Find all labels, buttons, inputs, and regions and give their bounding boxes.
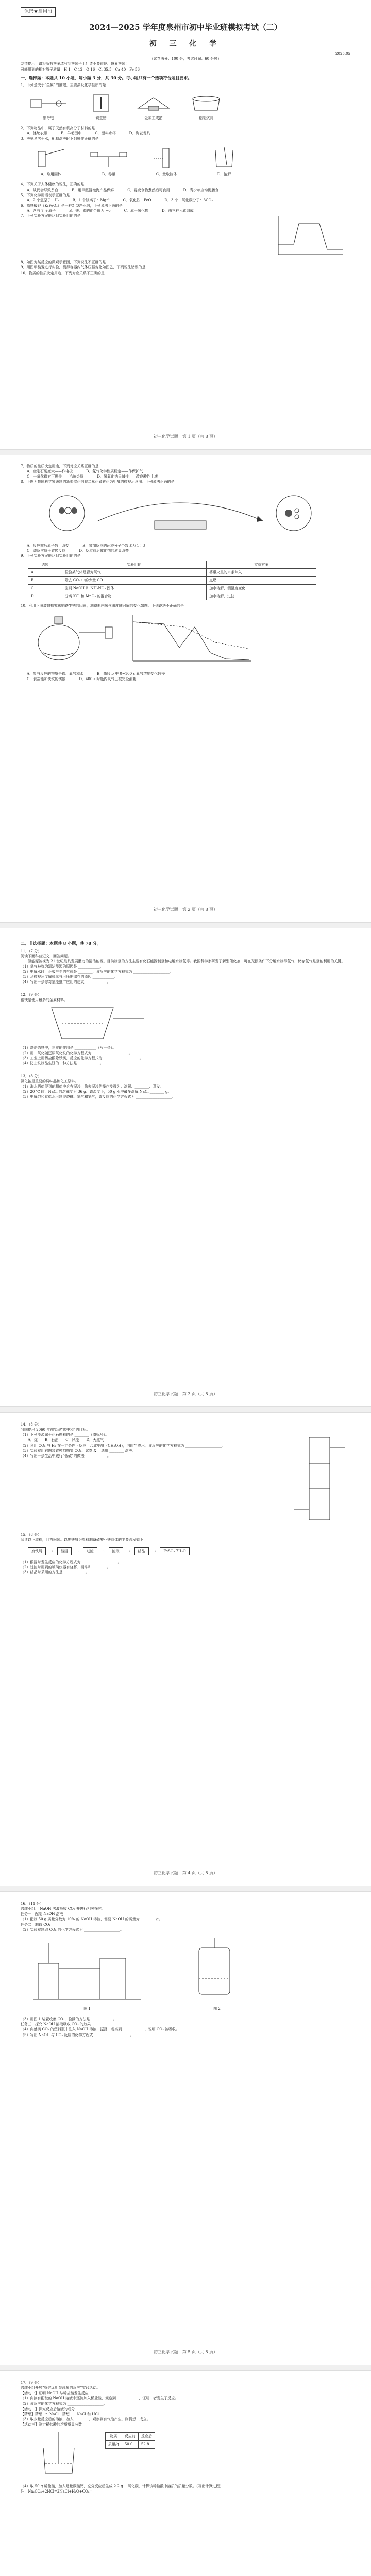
exam-notice: 友情提示：请将所有答案填写到答题卡上！请不要错位、越界答题！ [21, 62, 129, 66]
options: A．2 个氢原子：H₂ B．1 个镁离子：Mg⁺² C．氧化铁：FeO D．3 个二氧化碳分子：3CO₂ [27, 198, 213, 202]
question-text: 兴趣小组开展“探究无明显现象的反应”实践活动。 [21, 2386, 100, 2391]
sub-question: （5）写出 NaOH 与 CO₂ 反应的化学方程式 ____________________。 [21, 2032, 134, 2037]
page-divider [0, 1406, 371, 1413]
options: A．涤纶衣服 B．羊毛围巾 C．塑料水杯 D．陶瓷餐具 [27, 131, 150, 135]
sub-question: （3）用图 1 装置收集 CO₂，验满的方法是 ____________。 [21, 2017, 116, 2022]
figure-gas-generation: 图 1 [28, 1938, 146, 2011]
options: A．参与反应的物质是铁、氧气和水 B．曲线 b 中 0~100 s 氧气浓度变化较慢 [27, 671, 165, 676]
sub-question: （3）实验室用右图装置模拟捕集 CO₂，试剂 X 可选用 ________ 溶液。 [21, 1448, 136, 1453]
table-row: 质量/g 50.0 52.8 [106, 2441, 155, 2448]
sub-question: （1）海水晒盐得到的粗盐中含有泥沙，除去泥沙的操作步骤为：溶解、________、蒸发。 [21, 1084, 164, 1089]
page-footer: 初三化学试题 第 5 页（共 8 页） [153, 2350, 218, 2354]
question-number: 16．（11 分） [21, 1902, 44, 1906]
sub-question: 【猜想】猜想一：NaCl 猜想二：NaCl 和 HCl [21, 2412, 99, 2416]
sub-question: （1）氢气被称为清洁能源的原因是 ____________。 [21, 964, 104, 969]
page-divider [0, 449, 371, 455]
sub-question: （3）电解饱和食盐水可制得烧碱、氢气和氯气，该反应的化学方程式为 ____________________。 [21, 1095, 176, 1099]
arrow-right-icon: → [75, 1549, 79, 1553]
section-heading: 二、非选择题：本题共 8 小题，共 70 分。 [21, 941, 101, 946]
arrow-right-icon: → [153, 1549, 156, 1553]
mass-data-table [105, 2432, 155, 2448]
figure-beaker: D．溶解 [201, 146, 247, 177]
question-text: 7．物质的性质决定用途，下列对应关系正确的是 [21, 464, 99, 468]
figure-take-solid: A．取用固体 [28, 146, 74, 177]
page-footer: 初三化学试题 第 4 页（共 8 页） [153, 1871, 218, 1875]
sub-question: 任务三 探究 NaOH 溶液吸收 CO₂ 的效果 [21, 2022, 91, 2027]
sub-question: A．煤 B．石油 C．风能 D．天然气 [21, 1438, 104, 1443]
question-text: 10．物质的性质决定用途，下列对应关系不正确的是 [21, 270, 105, 275]
sub-question: 任务二 制取 CO₂ [21, 1922, 51, 1927]
flow-step: 酸浸 [57, 1547, 72, 1555]
options: C．该反应属于置换反应 D．反应前后催化剂的质量改变 [27, 548, 129, 553]
page-divider [0, 1886, 371, 1892]
question-text: 2．下列物品中，属于天然有机高分子材料的是 [21, 126, 95, 130]
exam-page-1 [21, 7, 350, 276]
table-row: A 检验某气体是否为氧气 将带火星的木条伸入 [28, 569, 316, 577]
figure-copper-wire: 铜导电 [28, 93, 69, 120]
sub-question: （2）20 ℃ 时，NaCl 的溶解度为 36 g。该温度下，50 g 水中最多溶解 NaCl ________ g。 [21, 1089, 172, 1094]
page-divider [0, 2365, 371, 2371]
exam-page-4 [21, 1422, 350, 1575]
confidential-tag: 保密★启用前 [21, 7, 56, 17]
flow-step: 过滤 [83, 1547, 97, 1555]
options: A．含有 7 个原子 B．铁元素的化合价为 +6 C．属于氧化物 D．由三种元素组成 [27, 209, 194, 213]
sub-question: （3）结晶时采用的方法是 ____________。 [21, 1570, 89, 1574]
options: C．食盐能加快铁的锈蚀 D．400 s 时瓶内氧气已被完全消耗 [27, 677, 137, 682]
exam-title: 2024—2025 学年度泉州市初中毕业班模拟考试（二） [89, 23, 282, 32]
question-text: 10．利用下图装置探究影响铁生锈的因素，测得瓶内氧气浓度随时间的变化如图。下列说法不正确的是 [21, 603, 184, 608]
molecular-reaction-diagram [21, 485, 340, 541]
question-text: 我国提出 2060 年前实现“碳中和”的目标。 [21, 1428, 90, 1432]
q14-block [21, 1432, 350, 1525]
exam-page-2 [21, 464, 350, 682]
page-footer: 初三化学试题 第 2 页（共 8 页） [153, 907, 218, 912]
question-number: 11．（7 分） [21, 948, 42, 953]
experiment-table [28, 561, 316, 600]
question-number: 17．（9 分） [21, 2381, 42, 2385]
q7-graph-area [21, 213, 350, 260]
question-text: 5．下列化学用语表示正确的是 [21, 193, 70, 197]
question-text: 7．下列实验方案能达到实验目的的是 [21, 214, 81, 218]
sub-question: （3）从微观角度解释氢气可压缩储存的原因 ____________。 [21, 975, 118, 979]
subject-title: 初 三 化 学 [149, 39, 222, 48]
sub-question: （1）酸浸时发生反应的化学方程式为 ____________________。 [21, 1560, 122, 1564]
figure-titration-setup [28, 2432, 90, 2479]
options: C．一氧化碳有可燃性——冶炼金属 D．氢氧化钠呈碱性——改良酸性土壤 [27, 474, 158, 479]
exam-page-6 [21, 2380, 350, 2495]
figure-balance: B．称量 [86, 146, 132, 177]
co2-capture-column-diagram [289, 1432, 350, 1525]
sub-question: （3）取少量反应后的溶液，加入 ________，观察到有气泡产生，则猜想二成立。 [21, 2417, 150, 2421]
process-flow [28, 1547, 350, 1555]
table-row: C 鉴别 NaOH 和 NH₄NO₃ 固体 加水溶解，测温度变化 [28, 584, 316, 592]
question-text: 3．液氨易溶于水，配制溶液时下列操作正确的是 [21, 136, 99, 141]
sub-question: （4）向盛满 CO₂ 的塑料瓶中注入 NaOH 溶液，振荡，观察到 ____________，说明 CO₂ 被吸收。 [21, 2027, 179, 2032]
oxygen-concentration-graph [123, 612, 257, 668]
q14-text-column [21, 1432, 278, 1525]
figure-cylinder: C．量取液体 [143, 146, 190, 177]
sub-question: （1）高炉炼铁中，焦炭的作用是 ____________（写一条）。 [21, 1046, 116, 1050]
question-number: 12．（9 分） [21, 992, 42, 997]
sub-question: （1）下列能源属于化石燃料的是 ________（填标号）。 [21, 1433, 109, 1437]
question-text: 阅读以下流程，回答问题。以废铁屑为原料制备硫酸亚铁晶体的主要流程如下： [21, 1538, 147, 1543]
equation-note: 注：Na₂CO₃+2HCl=2NaCl+H₂O+CO₂↑ [21, 2489, 93, 2494]
question-text: 9．下列实验方案能达到实验目的的是 [21, 553, 81, 558]
sub-question: 【活动一】证明 NaOH 与稀盐酸发生反应 [21, 2391, 89, 2396]
figure-absorption: 图 2 [158, 1938, 276, 2011]
question-text: 6．高铁酸钾（K₂FeO₄）是一种新型净水剂，下列说法正确的是 [21, 203, 123, 208]
exam-page-3 [21, 938, 350, 1099]
question-text: 氯化钠是重要的调味品和化工原料。 [21, 1079, 78, 1083]
exam-page-5 [21, 1901, 350, 2038]
sub-question: （2）该反应的化学方程式为 ____________________。 [21, 2401, 107, 2406]
table-header-row: 选项 实验目的 实验方案 [28, 561, 316, 569]
options: A．金刚石硬度大——作电极 B．氮气化学性质稳定——作保护气 [27, 469, 143, 474]
table-header-row: 物质 反应前 反应后 [106, 2433, 155, 2441]
sub-question: （4）写出一条生活中践行“低碳”的做法 ____________。 [21, 1453, 111, 1458]
pressure-graph [268, 213, 345, 259]
q10-figures [28, 612, 350, 668]
sub-question: （1）配制 50 g 质量分数为 10% 的 NaOH 溶液，需要 NaOH 的质量为 ________ g。 [21, 1917, 162, 1922]
figure-gold-foil: 金加工成箔 [133, 93, 174, 120]
sub-question: （2）过滤时用到的玻璃仪器有烧杯、漏斗和 ________。 [21, 1565, 111, 1569]
q1-figures [28, 91, 350, 122]
exam-info: （试卷满分：100 分；考试时间：60 分钟） [149, 57, 222, 61]
page-footer: 初三化学试题 第 1 页（共 8 页） [153, 434, 218, 439]
table-row: D 分离 KCl 和 MnO₂ 的混合物 加水溶解、过滤 [28, 592, 316, 600]
question-text: 4．下列关于人体健康的说法，正确的是 [21, 182, 85, 187]
arrow-right-icon: → [50, 1549, 53, 1553]
sub-question: （4）取 50 g 稀盐酸，加入足量碳酸钙，充分反应后生成 2.2 g 二氧化碳，计算该稀盐酸中溶质的质量分数。（写出计算过程） [21, 2484, 224, 2489]
sub-question: （1）向滴有酚酞的 NaOH 溶液中逐滴加入稀盐酸，观察到 ____________，证明二者发生了反应。 [21, 2396, 179, 2401]
question-text: 钢铁是使用最多的金属材料。 [21, 997, 68, 1002]
rust-apparatus-diagram [28, 612, 115, 668]
question-text: 8．下图为我国科学家研制的新型催化剂将二氧化碳转化为甲醇的微观示意图。下列说法正确的是 [21, 480, 175, 484]
options: A．缺钙会导致贫血 B．用甲醛浸泡海产品保鲜 C．霉变食物煮熟后可食用 D．青少年应均衡膳食 [27, 188, 219, 192]
question-number: 15．（8 分） [21, 1533, 42, 1537]
question-text: 1．下列是关于“金属”的描述，主要涉及化学性质的是 [21, 83, 106, 88]
table-row: B 除去 CO₂ 中的少量 CO 点燃 [28, 577, 316, 584]
flow-step: 滤液 [109, 1547, 123, 1555]
sub-question: （2）利用 CO₂ 与 H₂ 在一定条件下反应可合成甲醇（CH₃OH），同时生成水，该反应的化学方程式为 ____________________。 [21, 1443, 225, 1448]
flow-step: FeSO₄·7H₂O [160, 1547, 189, 1555]
exam-date: 2025.05 [335, 52, 350, 56]
sub-question: （2）电解水时，正极产生的气体是 ________，该反应的化学方程式为 ____________________。 [21, 970, 173, 974]
question-text: 8．如图为某反应的微观示意图，下列说法不正确的是 [21, 260, 106, 265]
sub-question: （2）用一氧化碳还原氧化铁的化学方程式为 ____________________。 [21, 1051, 132, 1056]
question-number: 14．（8 分） [21, 1422, 42, 1427]
question-text: 阅读下面科普短文，回答问题。 [21, 954, 71, 958]
blast-furnace-diagram [31, 1003, 155, 1044]
sub-question: （3）工业上用稀盐酸除铁锈，反应的化学方程式为 ____________________。 [21, 1056, 143, 1061]
reading-passage: 氢能源被视为 21 世纪最具发展潜力的清洁能源。目前制氢的方法主要有化石能源制氢和电解水制氢等。我国科学家研发了新型催化剂，可在光照条件下分解水制得氢气，储存氢气是氢能利用的关键。 [28, 959, 345, 963]
arrow-right-icon: → [127, 1549, 130, 1553]
q17-figure-block [28, 2432, 350, 2479]
sub-question: （2）实验室制取 CO₂ 的化学方程式为 ____________________。 [21, 1927, 124, 1932]
atomic-masses: 可能用到的相对原子质量：H 1 C 12 O 16 Cl 35.5 Ca 40 Fe 56 [21, 67, 140, 72]
question-number: 13．（8 分） [21, 1074, 42, 1078]
page-divider [0, 922, 371, 928]
sub-question: （4）防止铁制品生锈的一种方法是 ____________。 [21, 1061, 104, 1066]
sub-question: （4）写出一条你对氢能推广应用的建议 ____________。 [21, 980, 111, 985]
options: A．反应前后原子数目改变 B．参加反应的两种分子个数比为 1∶3 [27, 543, 145, 548]
flow-step: 结晶 [134, 1547, 149, 1555]
question-text: 9．用图甲装置进行实验，测得容器内气体压强变化如图乙，下列说法错误的是 [21, 265, 146, 270]
arrow-right-icon: → [101, 1549, 105, 1553]
flow-step: 废铁屑 [28, 1547, 46, 1555]
section-heading: 一、选择题：本题共 10 小题，每小题 3 分，共 30 分。每小题只有一个选项符合题目要求。 [21, 75, 192, 80]
q16-figures [28, 1936, 350, 2013]
sub-question: 任务一 配制 NaOH 溶液 [21, 1912, 63, 1917]
sub-question: 【活动三】测定稀盐酸的溶质质量分数 [21, 2422, 82, 2427]
sub-question: 【活动二】探究反应后溶液的成分 [21, 2406, 75, 2411]
q3-figures [28, 144, 350, 179]
page-footer: 初三化学试题 第 3 页（共 8 页） [153, 1392, 218, 1396]
figure-aluminum-pot: 铝制炊具 [185, 93, 227, 120]
figure-iron-nail: 铁生锈 [80, 93, 122, 120]
question-text: 兴趣小组用 NaOH 溶液吸收 CO₂ 并进行相关探究。 [21, 1907, 105, 1911]
